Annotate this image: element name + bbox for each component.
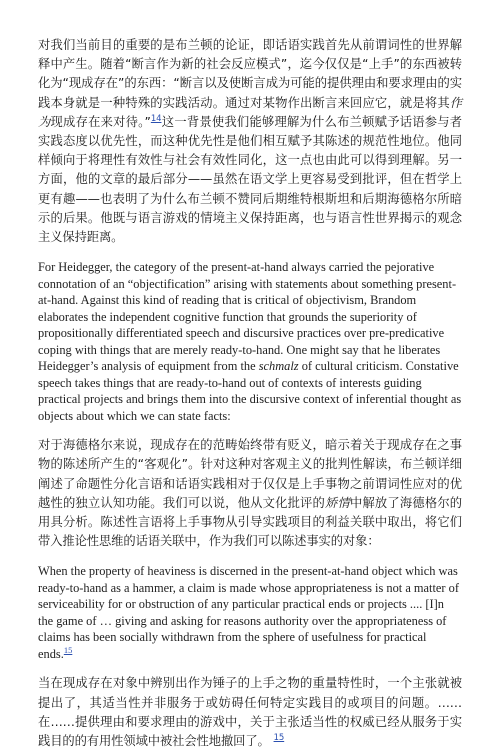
text-segment: For Heidegger, the category of the present-at-hand always carried the pejorative connotation of an “objectification” arising with statements about something present-at-hand. Against this kind of reading that is critical of objectivism, Brandom elaborates the independent cognitive function that grounds the superiority of propositionally differentiated speech and discursive practices over pre-predicative coping with things that are merely ready-to-hand. One might say that he liberates Heidegger’s analysis of equipment from the [38,260,457,374]
quote-text: When the property of heaviness is discerned in the present-at-hand object which was ready-to-hand as a hammer, a claim is made whose appropriateness is not a matter of serviceability for or obstruction of any particular practical ends or projects .... [I]n the game of … giving and asking for reasons authority over the appropriateness of claims has been socially withdrawn from the sphere of usefulness for practical ends. [38,564,459,661]
footnote-link-15[interactable]: 15 [273,732,285,743]
text-segment: 中解放了海德格尔的用具分析。陈述性言语将上手事物从引导实践项目的利益关联中取出，将它们带入推论性思维的话语关联中，作为我们可以陈述事实的对象： [38,495,462,549]
emphasis-text: 作为 [38,95,462,129]
block-quote-en [38,563,462,662]
text-segment: of cultural criticism. Constative speech takes things that are ready-to-hand out of contexts of interests guiding practical projects and brings them into the discursive context of inferential thought as objects about which we can state facts: [38,359,462,423]
text-segment: 这一背景使我们能够理解为什么布兰顿赋予话语参与者实践态度以优先性，而这种优先性是他们相互赋予其陈述的规范性地位。他同样倾向于将理性有效性与社会有效性同化，这一点也由此可以得到理解。另一方面，他的文章的最后部分——虽然在语文学上更容易受到批评，但在哲学上更有趣——也表明了为什么布兰顿不赞同后期维特根斯坦和后期海德格尔所暗示的后果。他既与语言游戏的情境主义保持距离，也与语言性世界揭示的观念主义保持距离。 [38,114,463,245]
quote-text: 当在现成存在对象中辨别出作为锤子的上手之物的重量特性时，一个主张就被提出了，其适当性并非服务于或妨碍任何特定实践目的或项目的问题。……在……提供理由和要求理由的游戏中，关于主张适当性的权威已经从服务于实践目的的有用性领域中被社会性地撤回了。 [38,676,462,749]
text-segment: 现成存在来对待。” [50,114,151,129]
paragraph-en-1 [38,259,462,424]
footnote-link-15[interactable]: 15 [63,644,73,655]
block-quote-zh [38,674,462,751]
emphasis-text: schmalz [258,359,299,374]
text-segment: 对我们当前目的重要的是布兰顿的论证，即话语实践首先从前谓词性的世界解释中产生。随着“断言作为新的社会反应模式”，迄今仅仅是“上手”的东西被转化为“现成存在”的东西：“断言以及使断言成为可能的提供理由和要求理由的实践本身就是一种特殊的实践活动。通过对某物作出断言来回应它，就是将其 [38,38,462,110]
text-segment: 对于海德格尔来说，现成存在的范畴始终带有贬义，暗示着关于现成存在之事物的陈述所产生的“客观化”。针对这种对客观主义的批判性解读，布兰顿详细阐述了命题性分化言语和话语实践相对于仅仅是上手事物之前谓词性应对的优越性的独立认知功能。我们可以说，他从文化批评的 [38,438,462,510]
paragraph-zh-2 [38,436,462,551]
emphasis-text: 矫情 [325,495,350,510]
paragraph-zh-1 [38,36,462,247]
footnote-link-14[interactable]: 14 [150,113,162,124]
